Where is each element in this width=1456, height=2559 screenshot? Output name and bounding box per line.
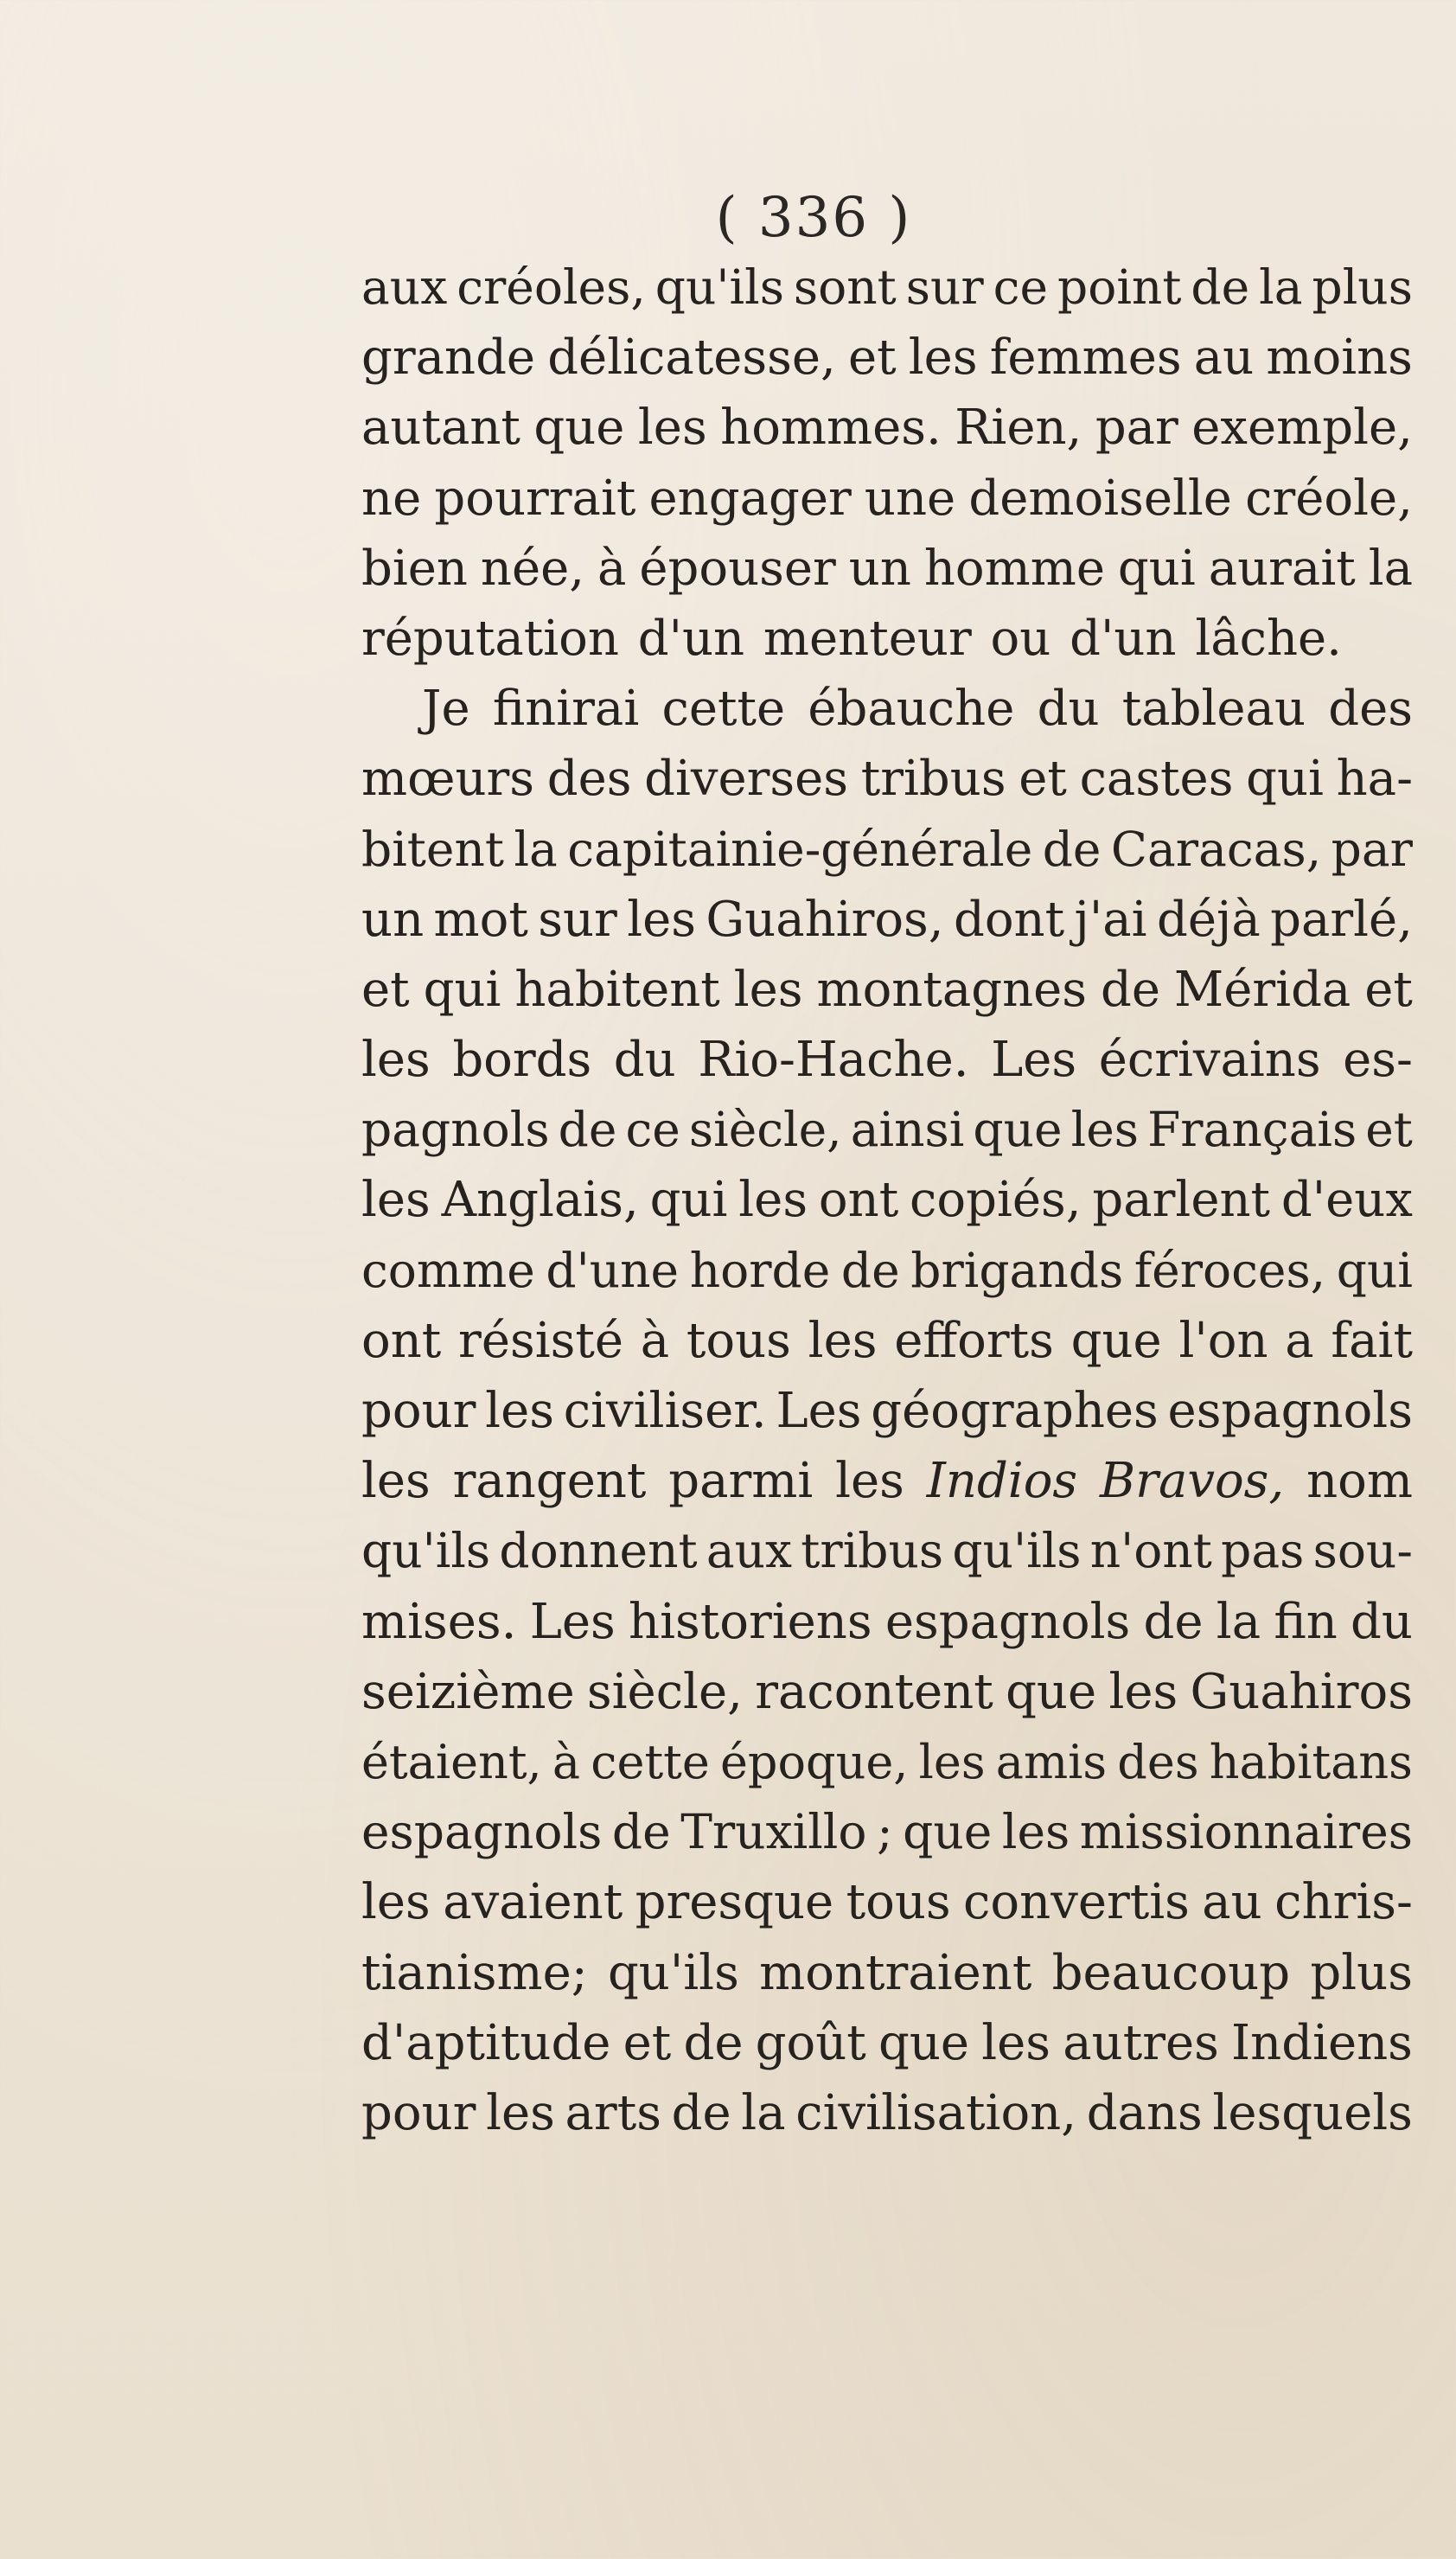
- word: Les: [529, 1593, 616, 1650]
- text-line: [361, 955, 1413, 1025]
- word: tous: [846, 1874, 951, 1931]
- text-line: [361, 2008, 1413, 2078]
- word: les: [485, 1383, 554, 1439]
- word: de: [1042, 821, 1102, 877]
- word: parmi: [668, 1453, 814, 1510]
- word: presque: [635, 1874, 834, 1931]
- word: es-: [1343, 1032, 1413, 1089]
- text-line: [361, 1236, 1413, 1306]
- word: que: [1070, 1312, 1162, 1369]
- word: goût: [755, 2014, 866, 2071]
- word: la: [741, 2084, 786, 2141]
- word: pour: [361, 2084, 476, 2141]
- word: exemple,: [1191, 400, 1413, 457]
- word: les: [361, 1032, 431, 1089]
- word: Guahiros: [1190, 1663, 1413, 1720]
- word: d'un: [1070, 610, 1177, 667]
- word: espagnols: [884, 1593, 1131, 1650]
- text-line: [361, 604, 1413, 674]
- word: qu'ils: [655, 259, 784, 315]
- word: la: [1368, 540, 1413, 597]
- word: tribus: [860, 751, 1006, 808]
- word: espagnols: [1167, 1383, 1413, 1439]
- word: à: [552, 1734, 581, 1789]
- word: castes: [1079, 751, 1234, 808]
- word: ébauche: [808, 681, 1015, 738]
- word: née,: [480, 540, 585, 597]
- word: les: [908, 329, 978, 387]
- word: au: [1193, 329, 1255, 387]
- word: du: [1037, 681, 1100, 738]
- text-line: [361, 1165, 1413, 1235]
- text-line: [361, 1095, 1413, 1165]
- word: de: [683, 2014, 744, 2071]
- word: tous: [686, 1312, 791, 1369]
- word: les: [733, 961, 803, 1018]
- word: et: [847, 329, 897, 387]
- word: Les: [991, 1032, 1077, 1089]
- word: les: [1001, 1804, 1070, 1860]
- word: la: [1216, 1593, 1261, 1650]
- word: de: [611, 1804, 671, 1860]
- word: délicatesse,: [547, 329, 836, 387]
- word: un: [361, 891, 425, 948]
- word: épouser: [639, 540, 836, 597]
- word: habitans: [1209, 1734, 1413, 1789]
- word: j'ai: [1074, 891, 1147, 948]
- word: de: [558, 1102, 617, 1158]
- word: que: [1006, 1663, 1097, 1720]
- word: parlé,: [1270, 891, 1413, 948]
- word: d'une: [546, 1242, 680, 1298]
- word: époque,: [719, 1734, 909, 1789]
- word: mot: [433, 891, 528, 948]
- word: comme: [361, 1242, 535, 1298]
- word: d'aptitude: [361, 2014, 611, 2071]
- word: et: [623, 2014, 672, 2071]
- word: ce: [625, 1102, 680, 1158]
- word: plus: [1312, 259, 1413, 315]
- word: de: [671, 2084, 731, 2141]
- word: réputation: [361, 610, 619, 667]
- word: montagnes: [816, 961, 1088, 1018]
- text-line: [361, 534, 1413, 604]
- word: Indiens: [1231, 2014, 1413, 2071]
- word: les: [808, 1312, 878, 1369]
- text-line: [361, 1587, 1413, 1657]
- word: que: [903, 1804, 993, 1860]
- word: mises.: [361, 1593, 517, 1650]
- word: de: [1191, 259, 1250, 315]
- text-line: [361, 2078, 1413, 2148]
- word: qui: [1336, 1242, 1413, 1298]
- word: Les: [776, 1383, 862, 1439]
- word: homme: [923, 540, 1105, 597]
- word: ou: [990, 610, 1051, 667]
- word: dont: [953, 891, 1065, 948]
- word: montraient: [759, 1944, 1032, 2001]
- word: pas: [1221, 1523, 1305, 1579]
- word: a: [1285, 1312, 1314, 1369]
- word: des: [1117, 1734, 1199, 1789]
- word: convertis: [963, 1874, 1190, 1931]
- word: fin: [1274, 1593, 1338, 1650]
- word: les: [627, 891, 697, 948]
- word: Rien,: [955, 400, 1082, 457]
- word: aux: [361, 259, 448, 315]
- word: ha-: [1336, 751, 1413, 808]
- word: ont: [361, 1312, 442, 1369]
- word: les: [361, 1453, 431, 1510]
- word: ainsi: [850, 1102, 965, 1158]
- word: les: [918, 1734, 986, 1789]
- word: Français: [1147, 1102, 1357, 1158]
- word: d'un: [637, 610, 745, 667]
- word: tableau: [1121, 681, 1306, 738]
- word: ont: [818, 1172, 899, 1229]
- word: les: [361, 1874, 431, 1931]
- word: aux: [706, 1523, 793, 1579]
- word: une: [864, 470, 956, 527]
- word: diverses: [644, 751, 849, 808]
- word: Je: [422, 681, 470, 738]
- word: lesquels: [1212, 2084, 1413, 2141]
- word: et: [1364, 961, 1413, 1018]
- word: horde: [689, 1242, 831, 1298]
- word: étaient,: [361, 1734, 542, 1789]
- word: les: [738, 1172, 808, 1229]
- word: point: [1057, 259, 1182, 315]
- word: parlent: [1092, 1172, 1271, 1229]
- word: bien: [361, 540, 468, 597]
- word: dans: [1086, 2084, 1203, 2141]
- word: qui: [1246, 751, 1324, 808]
- word: d'eux: [1280, 1172, 1413, 1229]
- word: pour: [361, 1383, 476, 1439]
- word: Truxillo: [680, 1804, 867, 1860]
- word: bords: [452, 1032, 592, 1089]
- word: civiliser.: [563, 1383, 767, 1439]
- text-line: [361, 253, 1413, 323]
- page-number: ( 336 ): [715, 186, 912, 250]
- word: et: [1365, 1102, 1413, 1158]
- word: qu'ils: [361, 1523, 491, 1579]
- word: seizième: [361, 1663, 575, 1720]
- word: sur: [905, 259, 984, 315]
- body-text: [361, 253, 1413, 2148]
- text-line: [361, 1516, 1413, 1586]
- word: siècle,: [586, 1663, 743, 1720]
- word: des: [1328, 681, 1413, 738]
- word: Mérida: [1173, 961, 1351, 1018]
- word: rangent: [452, 1453, 647, 1510]
- word: par: [1095, 400, 1178, 457]
- word: tribus: [801, 1523, 944, 1579]
- word: autant: [361, 400, 520, 457]
- word: Anglais,: [441, 1172, 639, 1229]
- word: chris-: [1274, 1874, 1413, 1931]
- word: finirai: [492, 681, 640, 738]
- word: de: [1100, 961, 1160, 1018]
- text-line: [361, 815, 1413, 885]
- word: hommes.: [720, 400, 942, 457]
- word: racontent: [755, 1663, 993, 1720]
- text-line: [361, 1727, 1413, 1797]
- word: que: [878, 2014, 970, 2071]
- word: qui: [1117, 540, 1196, 597]
- word: de: [840, 1242, 900, 1298]
- word: fait: [1331, 1312, 1413, 1369]
- word: capitainie-générale: [567, 821, 1033, 877]
- word: qu'ils: [607, 1944, 739, 2001]
- text-line: [361, 464, 1413, 534]
- word: créole,: [1245, 470, 1413, 527]
- word: l'on: [1178, 1312, 1268, 1369]
- word: les: [1070, 1102, 1140, 1158]
- text-line: [361, 393, 1413, 463]
- word: Bravos,: [1100, 1453, 1285, 1510]
- word: la: [1259, 259, 1303, 315]
- text-line: [361, 1376, 1413, 1446]
- word: avaient: [443, 1874, 623, 1931]
- word: déjà: [1156, 891, 1261, 948]
- word: et: [361, 961, 410, 1018]
- word: ne: [361, 470, 422, 527]
- word: au: [1202, 1874, 1262, 1931]
- word: grande: [361, 329, 536, 387]
- word: lâche.: [1195, 610, 1342, 667]
- text-line: [361, 1797, 1413, 1867]
- word: demoiselle: [968, 470, 1232, 527]
- word: moins: [1266, 329, 1413, 387]
- word: et: [1019, 751, 1067, 808]
- word: la: [514, 821, 558, 877]
- word: les: [637, 400, 707, 457]
- word: à: [640, 1312, 670, 1369]
- word: les: [361, 1172, 431, 1229]
- word: engager: [648, 470, 852, 527]
- word: résisté: [458, 1312, 623, 1369]
- word: écrivains: [1098, 1032, 1321, 1089]
- word: mœurs: [361, 751, 535, 808]
- word: cette: [661, 681, 786, 738]
- word: brigands: [910, 1242, 1124, 1298]
- word: siècle,: [688, 1102, 842, 1158]
- word: sur: [538, 891, 617, 948]
- text-line: [361, 1938, 1413, 2008]
- word: par: [1331, 821, 1413, 877]
- word: tianisme;: [361, 1944, 588, 2001]
- word: qui: [423, 961, 501, 1018]
- word: amis: [995, 1734, 1108, 1789]
- word: habitent: [514, 961, 720, 1018]
- word: cette: [591, 1734, 710, 1789]
- word: pagnols: [361, 1102, 550, 1158]
- word: femmes: [989, 329, 1182, 387]
- word: que: [533, 400, 625, 457]
- word: Indios: [926, 1453, 1078, 1510]
- word: des: [546, 751, 632, 808]
- text-line: [361, 1446, 1413, 1516]
- word: n'ont: [1089, 1523, 1212, 1579]
- text-line: [361, 323, 1413, 393]
- word: féroces,: [1134, 1242, 1326, 1298]
- word: qui: [649, 1172, 728, 1229]
- word: un: [848, 540, 911, 597]
- word: sont: [793, 259, 897, 315]
- word: civilisation,: [795, 2084, 1077, 2141]
- word: Rio-Hache.: [698, 1032, 969, 1089]
- text-line: [361, 1025, 1413, 1095]
- word: du: [613, 1032, 676, 1089]
- word: espagnols: [361, 1804, 603, 1860]
- word: missionnaires: [1079, 1804, 1413, 1860]
- word: Caracas,: [1110, 821, 1322, 877]
- word: copiés,: [910, 1172, 1082, 1229]
- word: historiens: [629, 1593, 872, 1650]
- word: les: [835, 1453, 904, 1510]
- text-line: [361, 744, 1413, 814]
- word: efforts: [894, 1312, 1054, 1369]
- word: menteur: [763, 610, 972, 667]
- word: les: [486, 2084, 555, 2141]
- word: que: [973, 1102, 1063, 1158]
- word: Guahiros,: [706, 891, 944, 948]
- word: pourrait: [434, 470, 636, 527]
- text-line: [361, 1657, 1413, 1727]
- word: de: [1143, 1593, 1204, 1650]
- word: ce: [993, 259, 1049, 315]
- word: ;: [877, 1804, 893, 1860]
- word: nom: [1306, 1453, 1413, 1510]
- word: sou-: [1312, 1523, 1413, 1579]
- word: donnent: [499, 1523, 698, 1579]
- word: du: [1351, 1593, 1413, 1650]
- word: bitent: [361, 821, 504, 877]
- word: autres: [1063, 2014, 1219, 2071]
- word: beaucoup: [1051, 1944, 1291, 2001]
- text-line: [361, 1306, 1413, 1376]
- word: aurait: [1208, 540, 1356, 597]
- word: à: [597, 540, 627, 597]
- word: les: [1108, 1663, 1178, 1720]
- word: plus: [1310, 1944, 1413, 2001]
- word: géographes: [871, 1383, 1159, 1439]
- word: créoles,: [457, 259, 646, 315]
- word: arts: [565, 2084, 661, 2141]
- text-line: [361, 1867, 1413, 1937]
- word: les: [981, 2014, 1051, 2071]
- word: qu'ils: [952, 1523, 1082, 1579]
- text-line: [361, 674, 1413, 744]
- text-line: [361, 885, 1413, 955]
